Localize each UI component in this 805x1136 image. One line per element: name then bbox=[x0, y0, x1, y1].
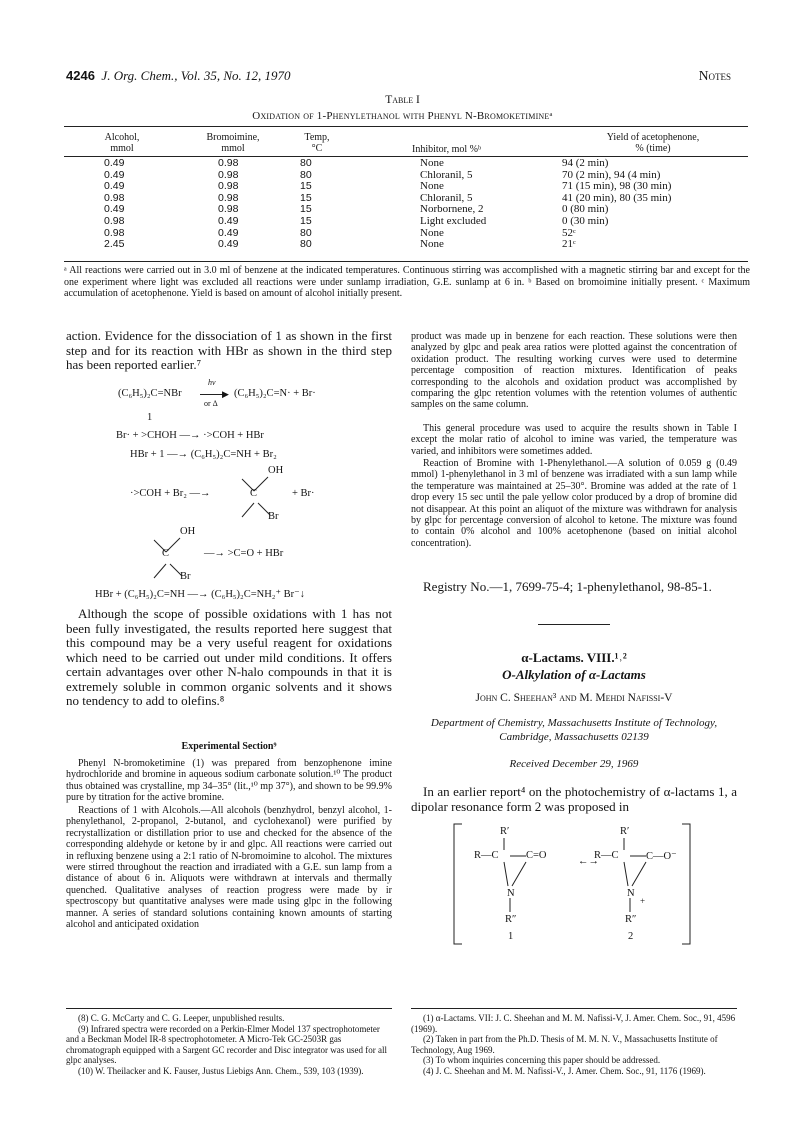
table-row bbox=[0, 181, 805, 193]
eq4-br-radical: + Br· bbox=[292, 488, 315, 499]
cell-bromoimine: 0.49 bbox=[218, 226, 239, 239]
table-row bbox=[0, 216, 805, 228]
footnote-9: (9) Infrared spectra were recorded on a Perkin-Elmer Model 137 spectrophotometer and a Beckman Model IR-8 spectrophotometer. A Micro-Tek GC-2503R gas chromatograph equipped with a Sargent GC recorder and Disc integrator was used for all glpc analyses. bbox=[66, 1023, 387, 1066]
eq5-oh: OH bbox=[180, 526, 196, 537]
struct1-r-c: R—C bbox=[474, 850, 499, 861]
cell-bromoimine: 0.98 bbox=[218, 157, 239, 169]
cell-temp: 15 bbox=[300, 203, 312, 216]
cell-yield: 0 (30 min) bbox=[562, 215, 609, 227]
eq4-oh: OH bbox=[268, 465, 284, 476]
col-header-yield: Yield of acetophenone, % (time) bbox=[606, 132, 700, 154]
article-authors: John C. Sheehan³ and M. Mehdi Nafissi-V bbox=[475, 692, 673, 704]
left-paragraph-2: Although the scope of possible oxidations with 1 has not been fully investigated, the results reported here suggest that this compound may be a very useful reagent for oxidations which need to be carried out under mild conditions. It offers certain advantages over other N-halo compounds in that it is extremely soluble in common organic solvents and it shows no tendency to add to olefins.⁸ bbox=[66, 606, 392, 708]
cell-yield: 21ᶜ bbox=[562, 238, 576, 251]
eq1-hv: hν bbox=[208, 378, 216, 387]
footnote-3: (3) To whom inquiries concerning this paper should be addressed. bbox=[423, 1055, 661, 1066]
cell-bromoimine: 0.49 bbox=[218, 215, 239, 227]
table-header-rule bbox=[64, 156, 748, 157]
struct1-number: 1 bbox=[508, 931, 514, 942]
cell-inhibitor: None bbox=[420, 238, 444, 251]
eq1-or-delta: or Δ bbox=[204, 399, 218, 408]
cell-temp: 80 bbox=[300, 238, 312, 251]
cell-temp: 15 bbox=[300, 180, 312, 193]
left-paragraph-1: action. Evidence for the dissociation of 1 as shown in the first step and for its reaction with HBr as shown in the third step has been reported earlier.⁷ bbox=[66, 328, 392, 372]
footnote-2: (2) Taken in part from the Ph.D. Thesis of M. M. N. V., Massachusetts Institute of Technology, Aug 1969. bbox=[411, 1034, 718, 1055]
cell-alcohol: 0.98 bbox=[104, 191, 125, 204]
cell-alcohol: 0.49 bbox=[104, 180, 125, 193]
eq5-bond-lines bbox=[146, 534, 206, 584]
footnote-8: (8) C. G. McCarty and C. G. Leeper, unpublished results. bbox=[78, 1013, 285, 1023]
cell-yield: 0 (80 min) bbox=[562, 203, 609, 216]
struct2-number: 2 bbox=[628, 931, 634, 942]
struct1-r-prime: R′ bbox=[500, 826, 510, 837]
cell-inhibitor: Light excluded bbox=[420, 215, 487, 227]
struct1-carbonyl: C=O bbox=[526, 850, 547, 861]
left-footnote-rule bbox=[66, 1008, 392, 1009]
struct2-plus: + bbox=[640, 896, 646, 906]
eq1-product: (C₆H₅)₂C=N· + Br· bbox=[234, 388, 316, 399]
cell-temp: 80 bbox=[300, 157, 312, 169]
cell-bromoimine: 0.49 bbox=[218, 238, 239, 251]
cell-temp: 15 bbox=[300, 191, 312, 204]
cell-inhibitor: Norbornene, 2 bbox=[420, 203, 484, 216]
cell-bromoimine: 0.98 bbox=[218, 203, 239, 216]
cell-temp: 80 bbox=[300, 168, 312, 181]
affiliation-line-1: Department of Chemistry, Massachusetts Institute of Technology, bbox=[430, 717, 718, 729]
eq1-reactant: (C₆H₅)₂C=NBr bbox=[118, 388, 182, 399]
cell-yield: 41 (20 min), 80 (35 min) bbox=[562, 191, 672, 204]
cell-yield: 94 (2 min) bbox=[562, 157, 609, 169]
right-paragraph-2: This general procedure was used to acquire the results shown in Table I except the molar ratio of alcohol to imine was varied, the temperature was varied, and inhibitors were sometimes added. bbox=[411, 423, 737, 457]
eq4-carbon: C bbox=[250, 488, 258, 499]
col-header-inhibitor: Inhibitor, mol %ᵇ bbox=[412, 144, 482, 155]
table-top-rule bbox=[64, 126, 748, 127]
left-footnotes bbox=[66, 1013, 392, 1077]
cell-temp: 15 bbox=[300, 215, 312, 227]
cell-alcohol: 0.98 bbox=[104, 215, 125, 227]
experimental-paragraph-2: Reactions of 1 with Alcohols.—All alcohols (benzhydrol, benzyl alcohol, 1-phenylethanol, 2-propanol, 2-butanol, and cyclohexanol) were purified by recrystallization or distillation prior to use and checked for the absence of the corresponding aldehyde or ketone by ir and glpc. All reactions were carried out in refluxing benzene using a 2:1 ratio of N-bromoimine to alcohol. The mixtures were stirred throughout the reaction and irradiated with a G.E. sun lamp from a distance of about 6 in. Aliquots were withdrawn at intervals and thermally quenched. Qualitative analyses of reaction progress were made by ir spectroscopy but quantitative analyses were made using glpc in the following manner. A series of standard solutions containing known amounts of starting alcohol and anticipated oxidation bbox=[66, 805, 392, 931]
article-title-2: O-Alkylation of α-Lactams bbox=[502, 667, 646, 682]
affiliation-line-2: Cambridge, Massachusetts 02139 bbox=[499, 731, 649, 743]
cell-bromoimine: 0.98 bbox=[218, 191, 239, 204]
cell-inhibitor: None bbox=[420, 180, 444, 193]
struct2-r-double-prime: R″ bbox=[625, 914, 637, 925]
right-paragraph-1: product was made up in benzene for each reaction. These solutions were then analyzed by glpc and peak area ratios were plotted against the concentration of oxidation product. The resulting working curves were used to determine percentage composition of reaction mixtures. Identification of peaks corresponding to the alcohols and oxidation product was accomplished by comparing the glpc retention volumes with the retention volumes of authentic samples on the same column. bbox=[411, 331, 737, 411]
cell-alcohol: 0.49 bbox=[104, 157, 125, 169]
struct1-n: N bbox=[507, 888, 515, 899]
table-footnote: ᵃ All reactions were carried out in 3.0 ml of benzene at the indicated temperatures. Continuous stirring was accomplished with a magnetic stirring bar and except for the one experiment where light was excluded all reactions were under sunlamp irradiation, G.E. sunlamp at 6 in. ᵇ Based on bromoimine initially present. ᶜ Maximum accumulation of acetophenone. Yield is based on amount of alcohol initially present. bbox=[64, 265, 750, 300]
cell-yield: 71 (15 min), 98 (30 min) bbox=[562, 180, 672, 193]
struct2-r-c: R—C bbox=[594, 850, 619, 861]
cell-alcohol: 0.49 bbox=[104, 203, 125, 216]
cell-inhibitor: Chloranil, 5 bbox=[420, 191, 473, 204]
resonance-arrow: ←→ bbox=[578, 856, 599, 867]
table-title: Table I bbox=[385, 94, 420, 106]
footnote-10: (10) W. Theilacker and K. Fauser, Justus Liebigs Ann. Chem., 539, 103 (1939). bbox=[78, 1065, 364, 1076]
eq3: HBr + 1 —→ (C₆H₅)₂C=NH + Br₂ bbox=[130, 449, 277, 460]
section-label: Notes bbox=[698, 68, 731, 83]
col-header-alcohol: Alcohol, mmol bbox=[104, 132, 140, 154]
right-paragraph-3: Reaction of Bromine with 1-Phenylethanol.—A solution of 0.059 g (0.49 mmol) 1-phenylethanol in 3 ml of benzene was irradiated with a sun lamp while the temperature was maintained at 25–30°. Bromine was added at the rate of 1 drop every 15 sec until the pale yellow color produced by a drop of bromine did not disappear. At this point an aliquot of the mixture was withdrawn for analysis by glpc for percentage conversion of alcohol to ketone. The mixture was found to contain 0% alcohol and 100% acetophenone (based on initial alcohol concentration). bbox=[411, 458, 737, 549]
experimental-heading: Experimental Section⁹ bbox=[181, 741, 277, 752]
cell-alcohol: 0.98 bbox=[104, 226, 125, 239]
eq5-br: Br bbox=[180, 571, 191, 582]
running-header-left: 4246 J. Org. Chem., Vol. 35, No. 12, 1970 bbox=[66, 68, 291, 83]
struct2-enolate: C—O⁻ bbox=[646, 851, 677, 862]
table-row bbox=[0, 239, 805, 251]
footnote-1: (1) α-Lactams. VII: J. C. Sheehan and M. M. Nafissi-V, J. Amer. Chem. Soc., 91, 4596 (1969). bbox=[411, 1013, 736, 1034]
article-separator bbox=[538, 624, 610, 625]
cell-yield: 52ᶜ bbox=[562, 226, 576, 239]
col-header-bromoimine: Bromoimine, mmol bbox=[206, 132, 260, 154]
right-footnote-rule bbox=[411, 1008, 737, 1009]
struct2-n: N bbox=[627, 888, 635, 899]
cell-alcohol: 0.49 bbox=[104, 168, 125, 181]
eq5-products: —→ >C=O + HBr bbox=[204, 548, 284, 559]
struct2-r-prime: R′ bbox=[620, 826, 630, 837]
article-title-1: α-Lactams. VIII.¹˒² bbox=[521, 650, 627, 665]
struct1-r-double-prime: R″ bbox=[505, 914, 517, 925]
eq2: Br· + >CHOH —→ ·>COH + HBr bbox=[116, 430, 264, 441]
eq4-bond-lines bbox=[234, 473, 294, 523]
cell-yield: 70 (2 min), 94 (4 min) bbox=[562, 168, 661, 181]
eq4-br: Br bbox=[268, 511, 279, 522]
eq1-arrowhead: ▶ bbox=[222, 389, 229, 399]
cell-bromoimine: 0.98 bbox=[218, 180, 239, 193]
cell-bromoimine: 0.98 bbox=[218, 168, 239, 181]
eq4-reactants: ·>COH + Br₂ —→ bbox=[130, 488, 211, 499]
cell-alcohol: 2.45 bbox=[104, 238, 125, 251]
cell-temp: 80 bbox=[300, 226, 312, 239]
registry-numbers: Registry No.—1, 7699-75-4; 1-phenylethanol, 98-85-1. bbox=[423, 579, 712, 594]
received-date: Received December 29, 1969 bbox=[509, 758, 639, 770]
cell-inhibitor: Chloranil, 5 bbox=[420, 168, 473, 181]
table-bottom-rule bbox=[64, 261, 748, 262]
eq5-carbon: C bbox=[162, 548, 170, 559]
eq6: HBr + (C₆H₅)₂C=NH —→ (C₆H₅)₂C=NH₂⁺ Br⁻↓ bbox=[95, 589, 305, 600]
footnote-4: (4) J. C. Sheehan and M. M. Nafissi-V., J. Amer. Chem. Soc., 91, 1176 (1969). bbox=[423, 1065, 706, 1076]
intro-paragraph: In an earlier report⁴ on the photochemistry of α-lactams 1, a dipolar resonance form 2 was proposed in bbox=[411, 784, 737, 814]
right-footnotes bbox=[411, 1013, 737, 1077]
cell-inhibitor: None bbox=[420, 226, 444, 239]
table-caption: Oxidation of 1-Phenylethanol with Phenyl N-Bromoketimineᵃ bbox=[252, 110, 553, 122]
eq1-compound-number: 1 bbox=[147, 412, 153, 423]
table-row bbox=[0, 158, 805, 170]
col-header-temp: Temp, °C bbox=[304, 132, 330, 154]
experimental-paragraph-1: Phenyl N-bromoketimine (1) was prepared from benzophenone imine hydrochloride and bromine in aqueous sodium carbonate solution.¹⁰ The product thus obtained was crystalline, mp 34–35° (lit.,¹⁰ mp 37°), and shown to be 99.9% pure by titration for the active bromine. bbox=[66, 758, 392, 804]
cell-inhibitor: None bbox=[420, 157, 444, 169]
lactam-structures bbox=[450, 820, 700, 950]
